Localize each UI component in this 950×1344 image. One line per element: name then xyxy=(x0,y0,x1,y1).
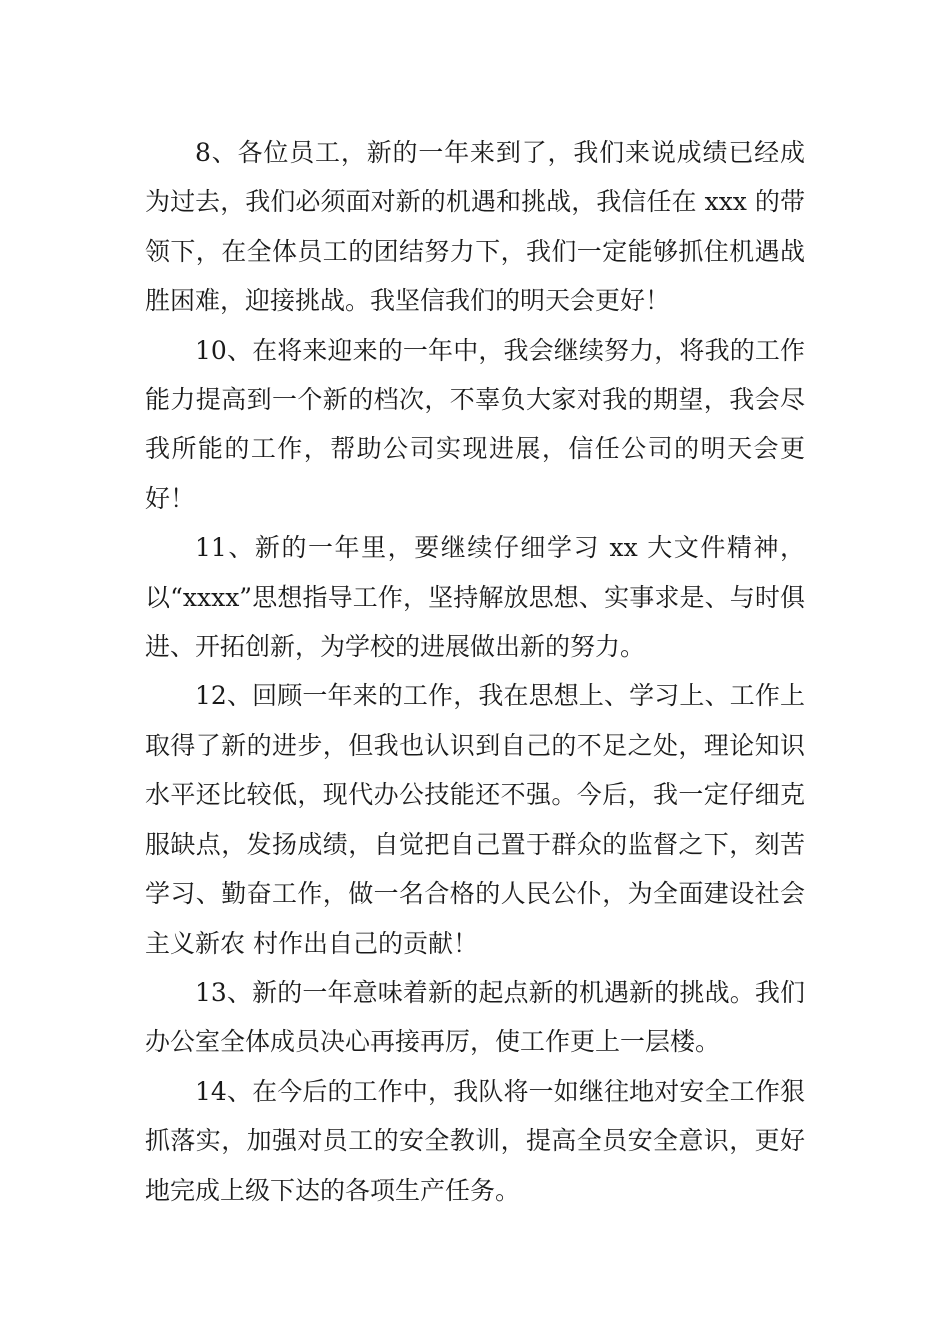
paragraph-12: 12、回顾一年来的工作，我在思想上、学习上、工作上取得了新的进步，但我也认识到自己的不足之处，理论知识水平还比较低，现代办公技能还不强。今后，我一定仔细克服缺点，发扬成绩，自觉把自己置于群众的监督之下，刻苦学习、勤奋工作，做一名合格的人民公仆，为全面建设社会主义新农 村作出自己的贡献！ xyxy=(145,681,805,958)
paragraph-11: 11、新的一年里，要继续仔细学习 xx 大文件精神，以“xxxx”思想指导工作，坚持解放思想、实事求是、与时俱进、开拓创新，为学校的进展做出新的努力。 xyxy=(145,533,805,662)
paragraph-8: 8、各位员工，新的一年来到了，我们来说成绩已经成为过去，我们必须面对新的机遇和挑战，我信任在 xxx 的带领下，在全体员工的团结努力下，我们一定能够抓住机遇战胜困难，迎接挑战。我坚信我们的明天会更好！ xyxy=(145,138,805,316)
paragraph-10: 10、在将来迎来的一年中，我会继续努力，将我的工作能力提高到一个新的档次，不辜负大家对我的期望，我会尽我所能的工作，帮助公司实现进展，信任公司的明天会更好！ xyxy=(145,335,805,513)
paragraph-14: 14、在今后的工作中，我队将一如继往地对安全工作狠抓落实，加强对员工的安全教训，提高全员安全意识，更好地完成上级下达的各项生产任务。 xyxy=(145,1076,805,1205)
paragraph-13: 13、新的一年意味着新的起点新的机遇新的挑战。我们办公室全体成员决心再接再厉，使工作更上一层楼。 xyxy=(145,977,805,1057)
